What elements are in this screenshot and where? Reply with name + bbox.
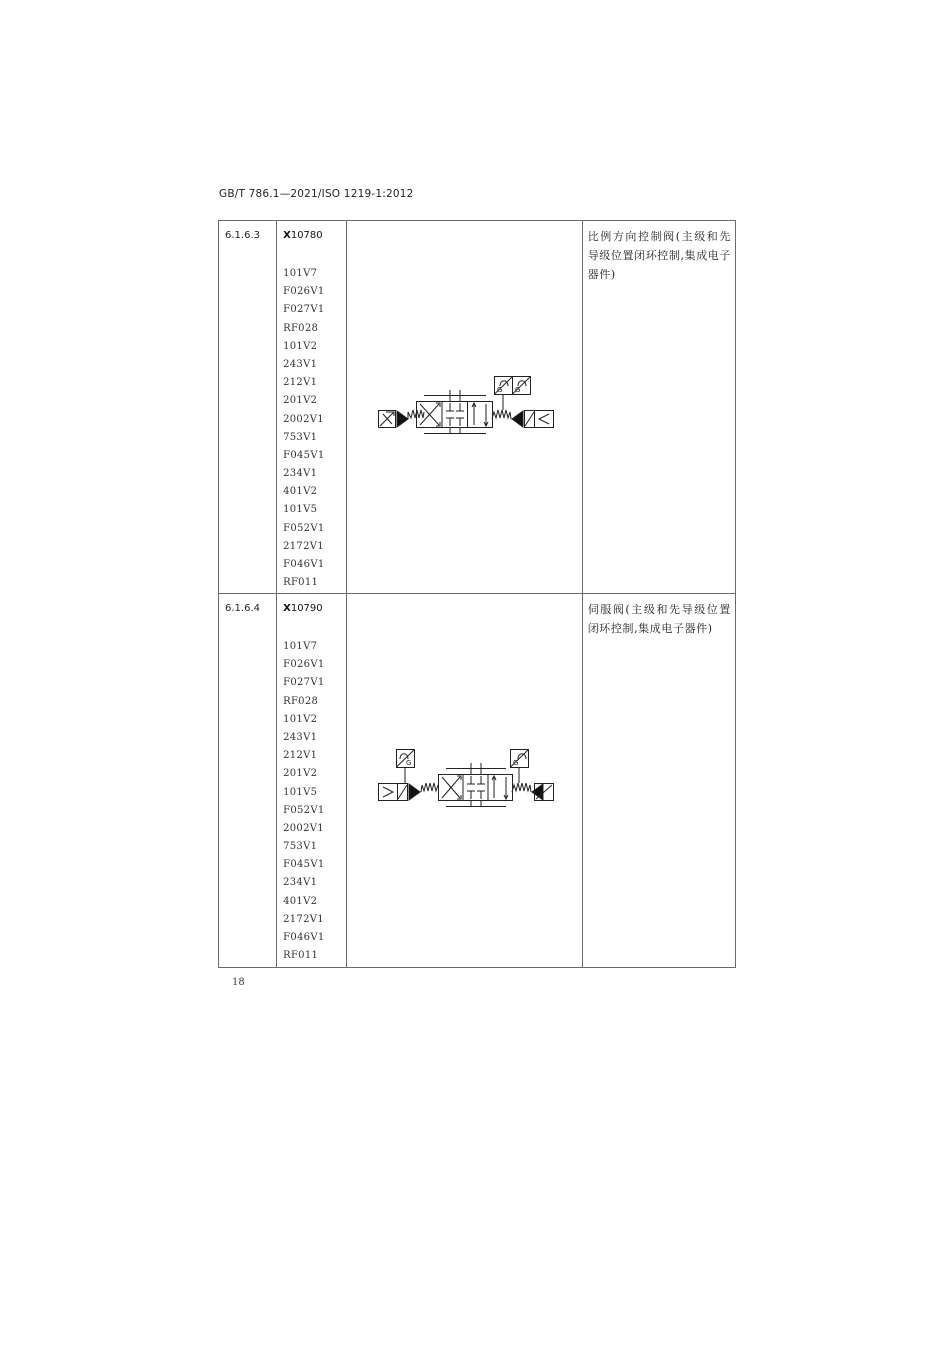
element-code: F045V1 — [283, 449, 325, 461]
symbol-id — [283, 229, 346, 247]
codes-cell — [277, 221, 347, 594]
description-cell — [582, 221, 735, 594]
code-list — [277, 221, 346, 592]
proportional-directional-valve-symbol — [378, 376, 554, 434]
feedback-letter: G — [515, 386, 521, 394]
element-code: F026V1 — [283, 659, 325, 671]
symbol-table — [218, 220, 736, 968]
element-code: 101V7 — [283, 641, 318, 652]
symbol-cell — [347, 221, 582, 594]
symbol-id-number: 10780 — [290, 230, 323, 241]
element-code: RF011 — [283, 950, 319, 962]
element-code: 101V5 — [283, 504, 318, 516]
table-row — [219, 221, 736, 594]
element-code: F052V1 — [283, 804, 325, 816]
feedback-letter: G — [406, 759, 412, 767]
clause-cell — [219, 594, 277, 968]
element-code: RF028 — [283, 695, 319, 707]
element-code: 212V1 — [283, 377, 318, 389]
element-code: RF011 — [283, 577, 319, 589]
description-cell — [582, 594, 735, 968]
element-code: 234V1 — [283, 468, 318, 480]
element-code: RF028 — [283, 322, 319, 334]
symbol-id-prefix: X — [283, 603, 291, 614]
clause-number: 6.1.6.3 — [225, 230, 260, 241]
element-code: 101V2 — [283, 713, 318, 725]
element-code: F046V1 — [283, 559, 325, 570]
element-code: F027V1 — [283, 304, 325, 316]
element-code: 753V1 — [283, 431, 318, 443]
clause-cell — [219, 221, 277, 594]
element-code: 101V5 — [283, 786, 318, 798]
element-code: 2002V1 — [283, 822, 324, 834]
feedback-letter: G — [497, 386, 503, 394]
element-code: 401V2 — [283, 895, 318, 907]
element-code: F027V1 — [283, 677, 325, 689]
element-code: F045V1 — [283, 859, 325, 871]
element-code: 243V1 — [283, 731, 318, 743]
feedback-letter: G — [513, 759, 519, 767]
standard-header: GB/T 786.1—2021/ISO 1219-1:2012 — [219, 188, 414, 200]
element-code: 2172V1 — [283, 540, 324, 552]
symbol-cell — [347, 594, 582, 968]
element-code: 234V1 — [283, 877, 318, 889]
codes-cell — [277, 594, 347, 968]
element-code: 201V2 — [283, 768, 318, 780]
element-code: F046V1 — [283, 932, 325, 943]
element-code: F052V1 — [283, 522, 325, 534]
element-code: 201V2 — [283, 395, 318, 407]
page-number: 18 — [232, 977, 245, 988]
symbol-id-number: 10790 — [290, 603, 323, 614]
symbol-description: 比例方向控制阀(主级和先导级位置闭环控制,集成电子器件) — [587, 230, 731, 281]
table-row — [219, 594, 736, 968]
element-code: 2002V1 — [283, 413, 324, 425]
element-code: 101V2 — [283, 340, 318, 352]
symbol-description: 伺服阀(主级和先导级位置闭环控制,集成电子器件) — [587, 603, 731, 635]
clause-number: 6.1.6.4 — [225, 603, 260, 614]
element-code: 243V1 — [283, 358, 318, 370]
code-list — [277, 594, 346, 965]
servo-valve-symbol — [378, 749, 554, 807]
symbol-id-prefix: X — [283, 230, 291, 241]
element-code: 753V1 — [283, 841, 318, 853]
element-code: 401V2 — [283, 486, 318, 498]
element-code: 212V1 — [283, 750, 318, 762]
symbol-id — [283, 602, 346, 620]
element-code: 101V7 — [283, 268, 318, 279]
element-code: 2172V1 — [283, 913, 324, 925]
element-code: F026V1 — [283, 286, 325, 298]
